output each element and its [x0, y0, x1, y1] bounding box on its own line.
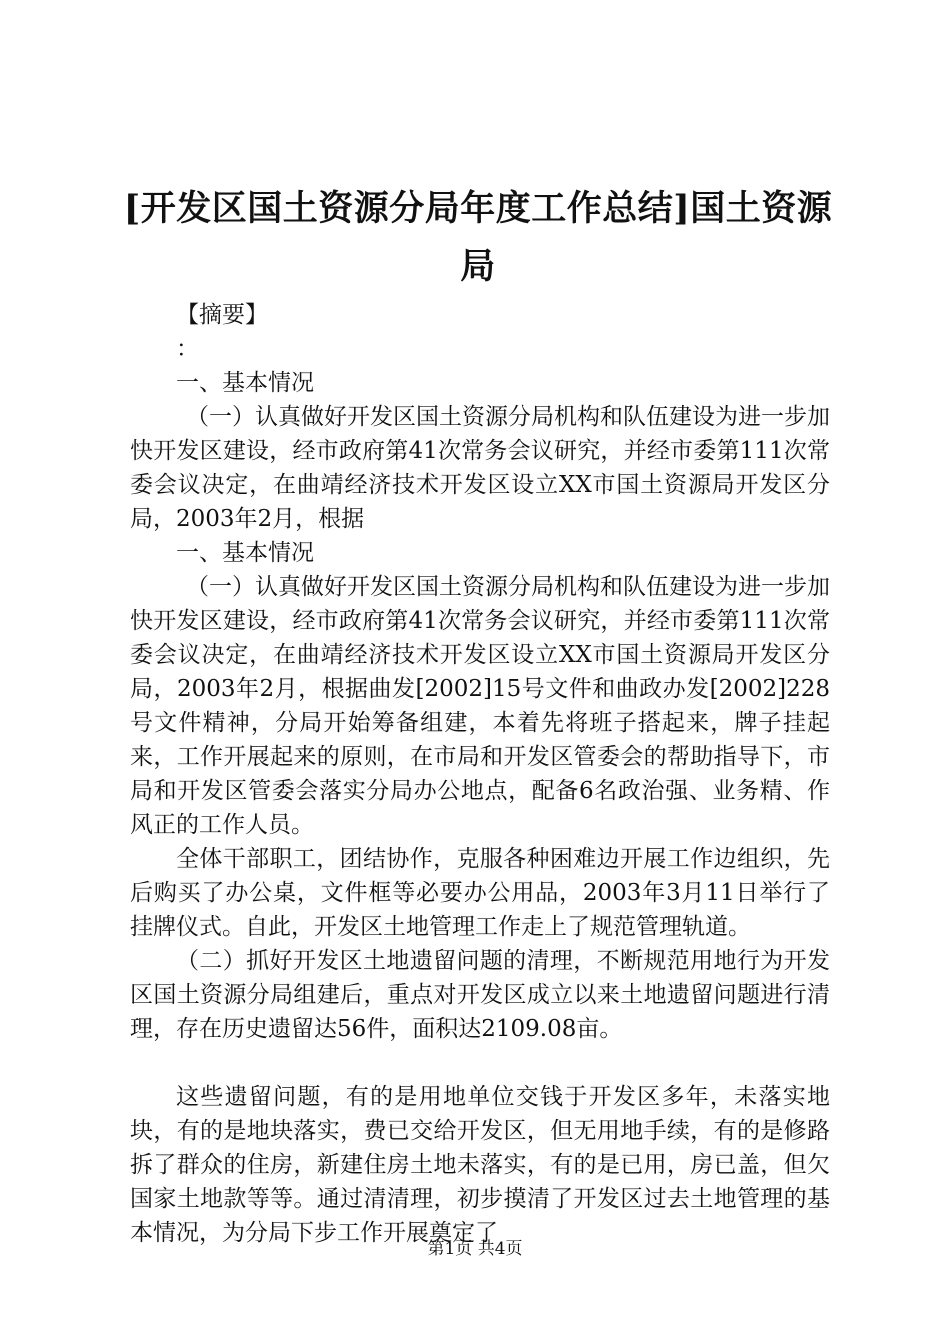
paragraph: （二）抓好开发区土地遗留问题的清理，不断规范用地行为开发区国土资源分局组建后，重点对开发区成立以来土地遗留问题进行清理，存在历史遗留达56件，面积达2109.08亩。: [130, 948, 830, 1042]
document-title: [开发区国土资源分局年度工作总结]国土资源局: [123, 188, 833, 287]
section-heading: 一、基本情况: [176, 540, 314, 566]
paragraph-spacer: [130, 1046, 830, 1080]
section-heading: 一、基本情况: [176, 370, 314, 396]
document-body: [130, 298, 830, 1250]
paragraph: （一）认真做好开发区国土资源分局机构和队伍建设为进一步加快开发区建设，经市政府第41次常务会议研究，并经市委第111次常委会议决定，在曲靖经济技术开发区设立XX市国土资源局开发区分局，2003年2月，根据曲发[2002]15号文件和曲政办发[2002]228号文件精神，分局开始筹备组建，本着先将班子搭起来，牌子挂起来，工作开展起来的原则，在市局和开发区管委会的帮助指导下，市局和开发区管委会落实分局办公地点，配备6名政治强、业务精、作风正的工作人员。: [130, 574, 830, 838]
page-footer: 第1页 共4页: [427, 1239, 523, 1259]
paragraph: 全体干部职工，团结协作，克服各种困难边开展工作边组织，先后购买了办公桌，文件框等必要办公用品，2003年3月11日举行了挂牌仪式。自此，开发区土地管理工作走上了规范管理轨道。: [130, 846, 830, 940]
abstract-colon: ：: [176, 336, 199, 362]
abstract-label: 【摘要】: [176, 302, 268, 328]
paragraph: （一）认真做好开发区国土资源分局机构和队伍建设为进一步加快开发区建设，经市政府第41次常务会议研究，并经市委第111次常委会议决定，在曲靖经济技术开发区设立XX市国土资源局开发区分局，2003年2月，根据: [130, 404, 830, 532]
paragraph: 这些遗留问题，有的是用地单位交钱于开发区多年，未落实地块，有的是地块落实，费已交给开发区，但无用地手续，有的是修路拆了群众的住房，新建住房土地未落实，有的是已用，房已盖，但欠国家土地款等等。通过清清理，初步摸清了开发区过去土地管理的基本情况，为分局下步工作开展奠定了: [130, 1084, 830, 1246]
